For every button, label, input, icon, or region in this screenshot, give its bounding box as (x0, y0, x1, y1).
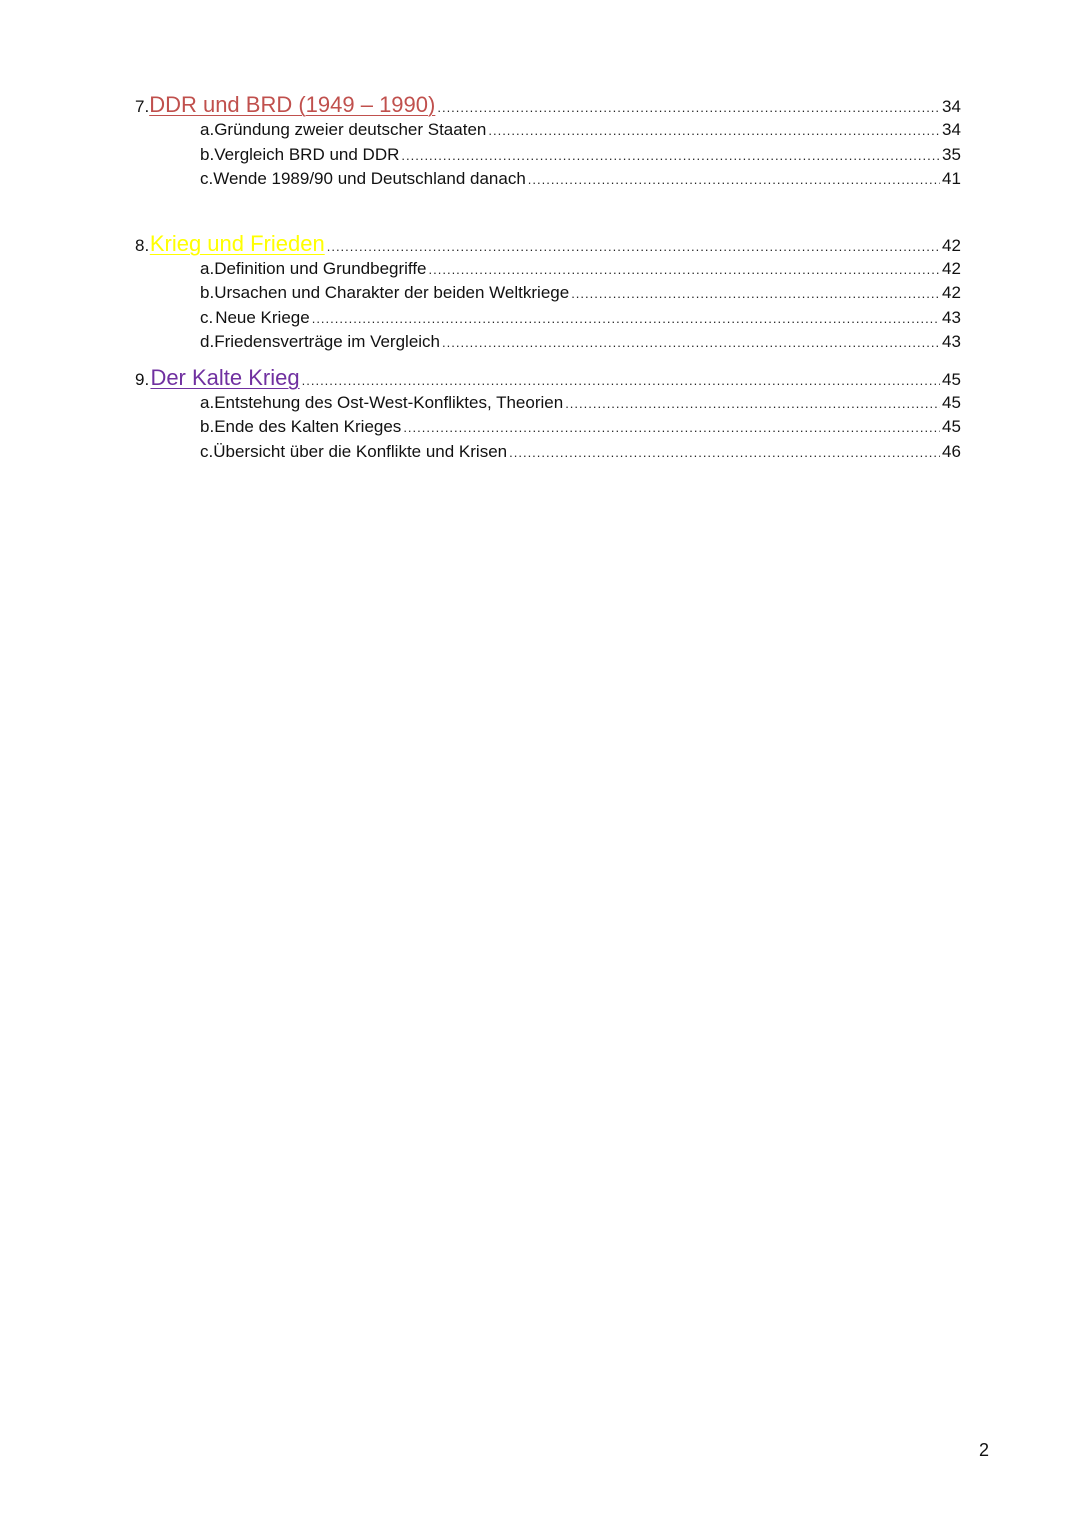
toc-entry-sub[interactable] (135, 442, 960, 467)
item-title[interactable]: Definition und Grundbegriffe (214, 258, 427, 278)
item-letter: c. (200, 307, 214, 327)
toc-entry-sub[interactable] (135, 283, 960, 308)
toc-entry-main[interactable] (135, 365, 960, 393)
section-page-number: 42 (942, 235, 961, 255)
dot-leader (509, 445, 940, 460)
dot-leader (528, 172, 940, 187)
item-letter: a. (200, 392, 215, 412)
dot-leader (312, 311, 940, 326)
dot-leader (437, 100, 940, 115)
dot-leader (302, 373, 940, 388)
toc-entry-sub[interactable] (135, 393, 960, 418)
dot-leader (401, 148, 940, 163)
item-title[interactable]: Entstehung des Ost-West-Konfliktes, Theorien (214, 392, 564, 412)
section-title-link[interactable]: Krieg und Frieden (149, 230, 325, 256)
item-letter: c. (200, 169, 214, 188)
item-title[interactable]: Gründung zweier deutscher Staaten (214, 120, 487, 139)
item-letter: b. (200, 283, 215, 302)
item-page-number: 35 (942, 144, 961, 164)
item-title[interactable]: Ursachen und Charakter der beiden Weltkriege (214, 283, 570, 302)
toc-entry-sub[interactable] (135, 417, 960, 442)
dot-leader (442, 335, 940, 350)
dot-leader (488, 123, 940, 138)
page-number: 2 (979, 1440, 990, 1460)
section-page-number: 45 (942, 369, 961, 389)
dot-leader (429, 262, 940, 277)
toc-section-7 (135, 92, 960, 194)
toc-entry-sub[interactable] (135, 308, 960, 333)
item-letter: a. (200, 120, 215, 139)
toc-entry-sub[interactable] (135, 332, 960, 357)
item-letter: a. (200, 258, 215, 278)
item-title[interactable]: Wende 1989/90 und Deutschland danach (213, 169, 526, 188)
section-title-link[interactable]: DDR und BRD (1949 – 1990) (149, 92, 436, 117)
item-title[interactable]: Übersicht über die Konflikte und Krisen (213, 441, 508, 461)
item-page-number: 42 (942, 283, 961, 302)
item-letter: c. (200, 441, 214, 461)
table-of-contents (135, 92, 960, 466)
section-number: 7. (135, 97, 150, 116)
section-number: 9. (135, 369, 150, 389)
item-page-number: 45 (942, 392, 961, 412)
item-title[interactable]: Friedensverträge im Vergleich (214, 332, 441, 351)
toc-entry-main[interactable] (135, 231, 960, 259)
item-title[interactable]: Neue Kriege (215, 307, 310, 327)
section-page-number: 34 (942, 97, 961, 116)
dot-leader (565, 396, 940, 411)
item-page-number: 42 (942, 258, 961, 278)
toc-entry-main[interactable] (135, 92, 960, 120)
toc-entry-sub[interactable] (135, 259, 960, 284)
item-page-number: 34 (942, 120, 961, 139)
item-letter: b. (200, 417, 215, 436)
toc-section-9 (135, 365, 960, 467)
item-title[interactable]: Vergleich BRD und DDR (214, 144, 400, 164)
item-page-number: 43 (942, 307, 961, 327)
item-page-number: 46 (942, 441, 961, 461)
item-page-number: 43 (942, 332, 961, 351)
item-page-number: 45 (942, 417, 961, 436)
section-title-link[interactable]: Der Kalte Krieg (150, 364, 300, 390)
dot-leader (571, 286, 940, 301)
item-letter: b. (200, 144, 215, 164)
toc-entry-sub[interactable] (135, 169, 960, 194)
toc-section-8 (135, 231, 960, 357)
dot-leader (327, 239, 940, 254)
toc-entry-sub[interactable] (135, 145, 960, 170)
dot-leader (403, 420, 940, 435)
item-page-number: 41 (942, 169, 961, 188)
item-title[interactable]: Ende des Kalten Krieges (214, 417, 402, 436)
toc-entry-sub[interactable] (135, 120, 960, 145)
section-number: 8. (135, 235, 150, 255)
item-letter: d. (200, 332, 215, 351)
